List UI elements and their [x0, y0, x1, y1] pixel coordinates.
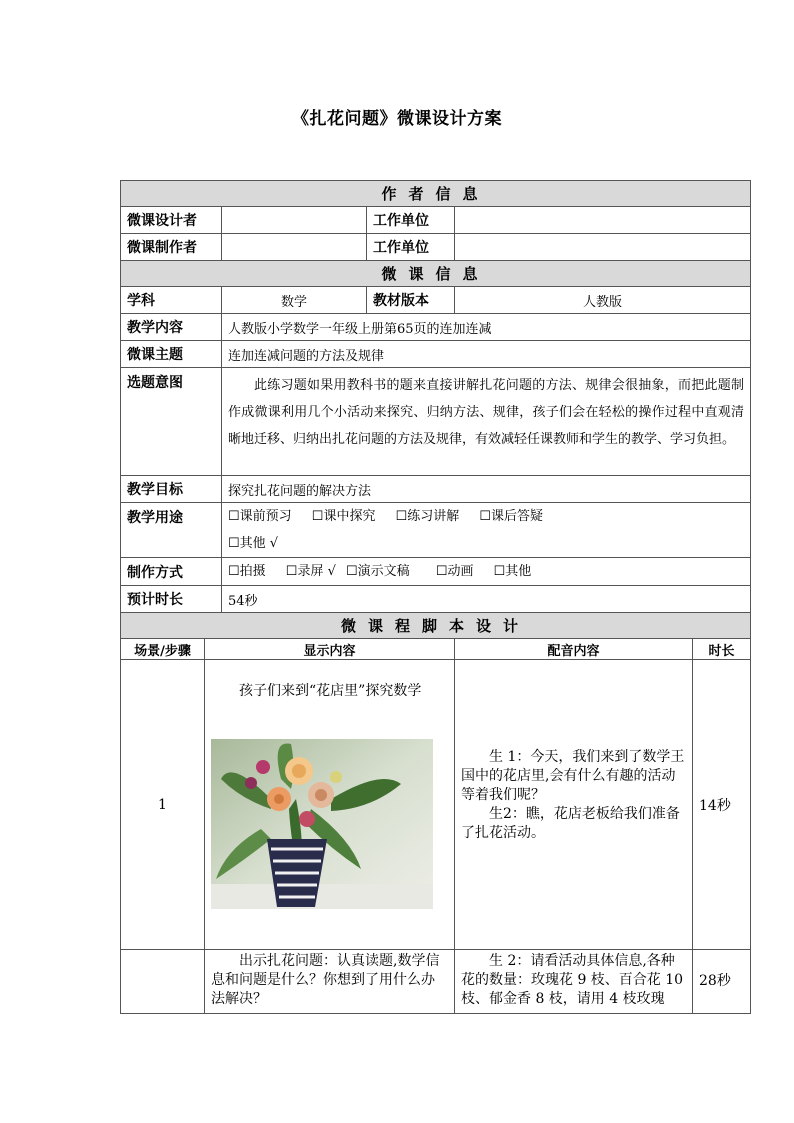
- col-step-header: 场景/步骤: [121, 639, 205, 660]
- scene-voice: [455, 660, 693, 950]
- scene-voice-line-1: 生 1：今天，我们来到了数学王国中的花店里,会有什么有趣的活动等着我们呢？: [461, 749, 685, 803]
- content-row: [121, 314, 751, 341]
- col-voice-header: 配音内容: [455, 639, 693, 660]
- scene-display: [205, 660, 455, 950]
- usage-option-qa[interactable]: ☐课后答疑: [479, 509, 544, 524]
- method-option-slides[interactable]: ☐演示文稿: [346, 564, 410, 579]
- content-value: 人教版小学数学一年级上册第65页的连加连减: [222, 314, 751, 341]
- designer-value: [222, 207, 367, 234]
- method-option-other[interactable]: ☐其他: [493, 564, 532, 579]
- author-row-designer: [121, 207, 751, 234]
- scene-step: 1: [121, 660, 205, 950]
- table-row: [121, 660, 751, 950]
- scene-step: [121, 950, 205, 1014]
- scene-display: [205, 950, 455, 1014]
- subject-row: [121, 287, 751, 314]
- scene-voice-line-2: 生2：瞧，花店老板给我们准备了扎花活动。: [461, 806, 680, 841]
- col-display-header: 显示内容: [205, 639, 455, 660]
- method-row: [121, 558, 751, 586]
- author-row-producer: [121, 234, 751, 261]
- method-option-animation[interactable]: ☐动画: [435, 564, 474, 579]
- goal-row: [121, 476, 751, 503]
- scene-voice-line-1: 生 2：请看活动具体信息,各种花的数量：玫瑰花 9 枝、百合花 10 枝、郁金香 8 枝，请用 4 枝玫瑰: [461, 953, 684, 1007]
- usage-option-preview[interactable]: ☐课前预习: [228, 509, 292, 524]
- flower-bouquet-icon: [211, 739, 433, 909]
- designer-label: 微课设计者: [121, 207, 222, 234]
- duration-value: 54秒: [222, 586, 751, 613]
- usage-label: 教学用途: [121, 503, 222, 558]
- producer-unit-label: 工作单位: [367, 234, 455, 261]
- scene-voice: [455, 950, 693, 1014]
- table-row: [121, 950, 751, 1014]
- goal-value: 探究扎花问题的解决方法: [222, 476, 751, 503]
- textbook-label: 教材版本: [367, 287, 455, 314]
- subject-label: 学科: [121, 287, 222, 314]
- duration-label: 预计时长: [121, 586, 222, 613]
- flower-bouquet-image: [211, 739, 433, 909]
- method-options: [222, 558, 751, 586]
- intent-row: [121, 368, 751, 476]
- subject-value: 数学: [222, 287, 367, 314]
- method-option-shoot[interactable]: ☐拍摄: [228, 564, 266, 579]
- scene-duration: 28秒: [693, 950, 751, 1014]
- goal-label: 教学目标: [121, 476, 222, 503]
- usage-option-exercise[interactable]: ☐练习讲解: [395, 509, 460, 524]
- document-title: 《扎花问题》微课设计方案: [292, 109, 502, 129]
- intent-value: 此练习题如果用教科书的题来直接讲解扎花问题的方法、规律会很抽象，而把此题制作成微课利用几个小活动来探究、归纳方法、规律，孩子们会在轻松的操作过程中直观清晰地迁移、归纳出扎花问题的方法及规律，有效减轻任课教师和学生的教学、学习负担。: [222, 368, 751, 476]
- producer-value: [222, 234, 367, 261]
- method-label: 制作方式: [121, 558, 222, 586]
- producer-unit-value: [455, 234, 751, 261]
- scene-duration: 14秒: [693, 660, 751, 950]
- section-header-course: 微课信息: [121, 261, 751, 287]
- method-option-screen[interactable]: ☐录屏 √: [285, 564, 336, 579]
- design-form-table: [120, 180, 751, 1014]
- designer-unit-value: [455, 207, 751, 234]
- scene-display-text: 出示扎花问题：认真读题,数学信息和问题是什么？你想到了用什么办法解决？: [211, 953, 440, 1007]
- theme-row: [121, 341, 751, 368]
- duration-row: [121, 586, 751, 613]
- theme-value: 连加连减问题的方法及规律: [222, 341, 751, 368]
- script-header-row: [121, 639, 751, 660]
- section-header-script: 微课程脚本设计: [121, 613, 751, 639]
- producer-label: 微课制作者: [121, 234, 222, 261]
- usage-options: [222, 503, 751, 558]
- textbook-value: 人教版: [455, 287, 751, 314]
- theme-label: 微课主题: [121, 341, 222, 368]
- col-duration-header: 时长: [693, 639, 751, 660]
- usage-row: [121, 503, 751, 558]
- usage-option-other[interactable]: ☐其他 √: [228, 536, 279, 551]
- content-label: 教学内容: [121, 314, 222, 341]
- designer-unit-label: 工作单位: [367, 207, 455, 234]
- scene-display-text: 孩子们来到“花店里”探究数学: [239, 683, 422, 699]
- intent-label: 选题意图: [121, 368, 222, 476]
- section-header-author: 作者信息: [121, 181, 751, 207]
- usage-option-explore[interactable]: ☐课中探究: [311, 509, 376, 524]
